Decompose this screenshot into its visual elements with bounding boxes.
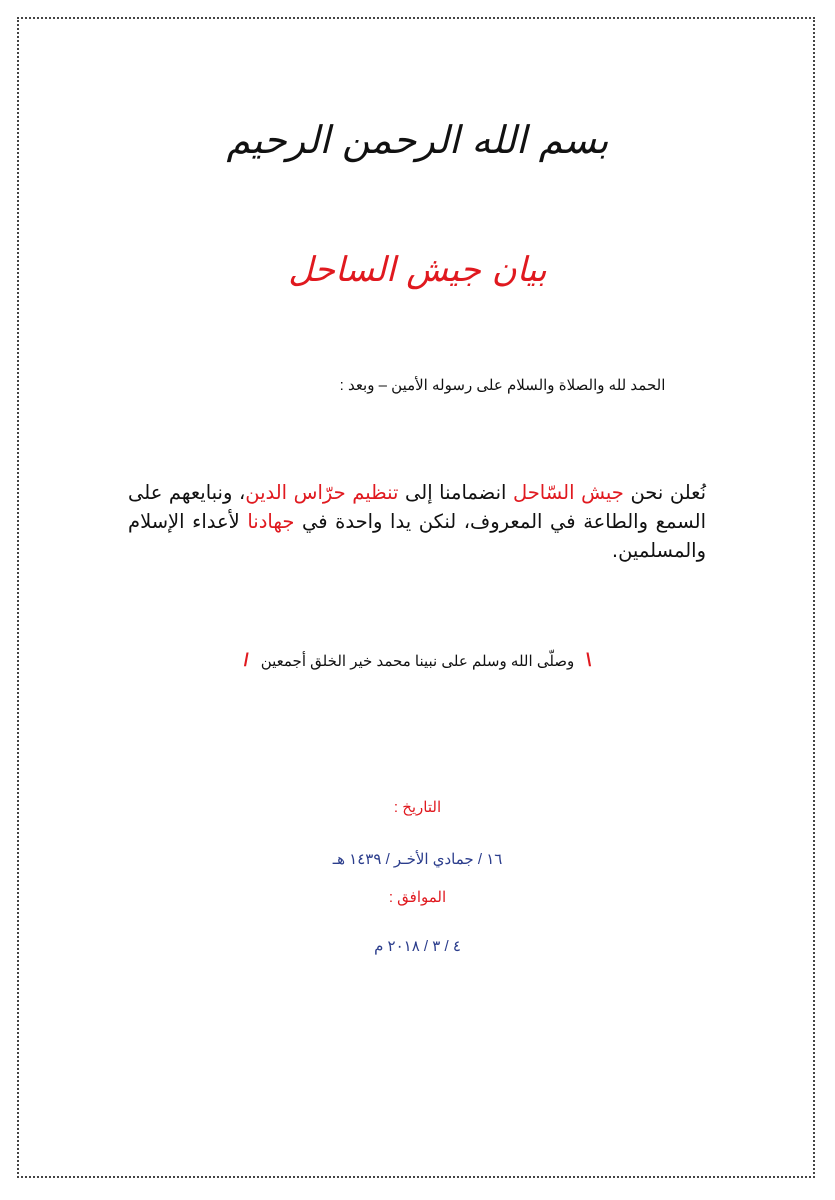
page-border xyxy=(17,17,815,1178)
body-text-part: نُعلن نحن xyxy=(623,481,706,504)
closing-text: وصلّى الله وسلم على نبينا محمد خير الخلق أجمعين xyxy=(260,653,575,670)
basmala-heading: بسم الله الرحمن الرحيم xyxy=(226,118,609,162)
greeting-line: الحمد لله والصلاة والسلام على رسوله الأمين – وبعد : xyxy=(339,377,666,394)
statement-title: بيان جيش الساحل xyxy=(288,250,547,290)
body-text-part: ، ونبايعهم على السمع والطاعة في المعروف، لنكن يدا واحدة في xyxy=(128,481,707,533)
closing-open-mark: \ xyxy=(586,650,592,670)
announcement-paragraph xyxy=(128,478,706,565)
closing-line xyxy=(40,650,795,671)
hijri-date: ١٦ / جمادي الأخـر / ١٤٣٩ هـ xyxy=(332,851,503,868)
jihad-word: جهادنا xyxy=(247,510,295,533)
gregorian-date: ٤ / ٣ / ٢٠١٨ م xyxy=(374,938,461,955)
closing-close-mark: / xyxy=(243,650,249,670)
group-name: جيش السّاحل xyxy=(512,481,624,504)
equivalent-label: الموافق : xyxy=(388,889,447,906)
date-label: التاريخ : xyxy=(393,799,442,816)
organization-name: تنظيم حرّاس الدين xyxy=(245,481,399,504)
body-text-part: انضمامنا إلى xyxy=(398,481,513,504)
body-text-part: لأعداء الإسلام والمسلمين. xyxy=(128,510,706,562)
